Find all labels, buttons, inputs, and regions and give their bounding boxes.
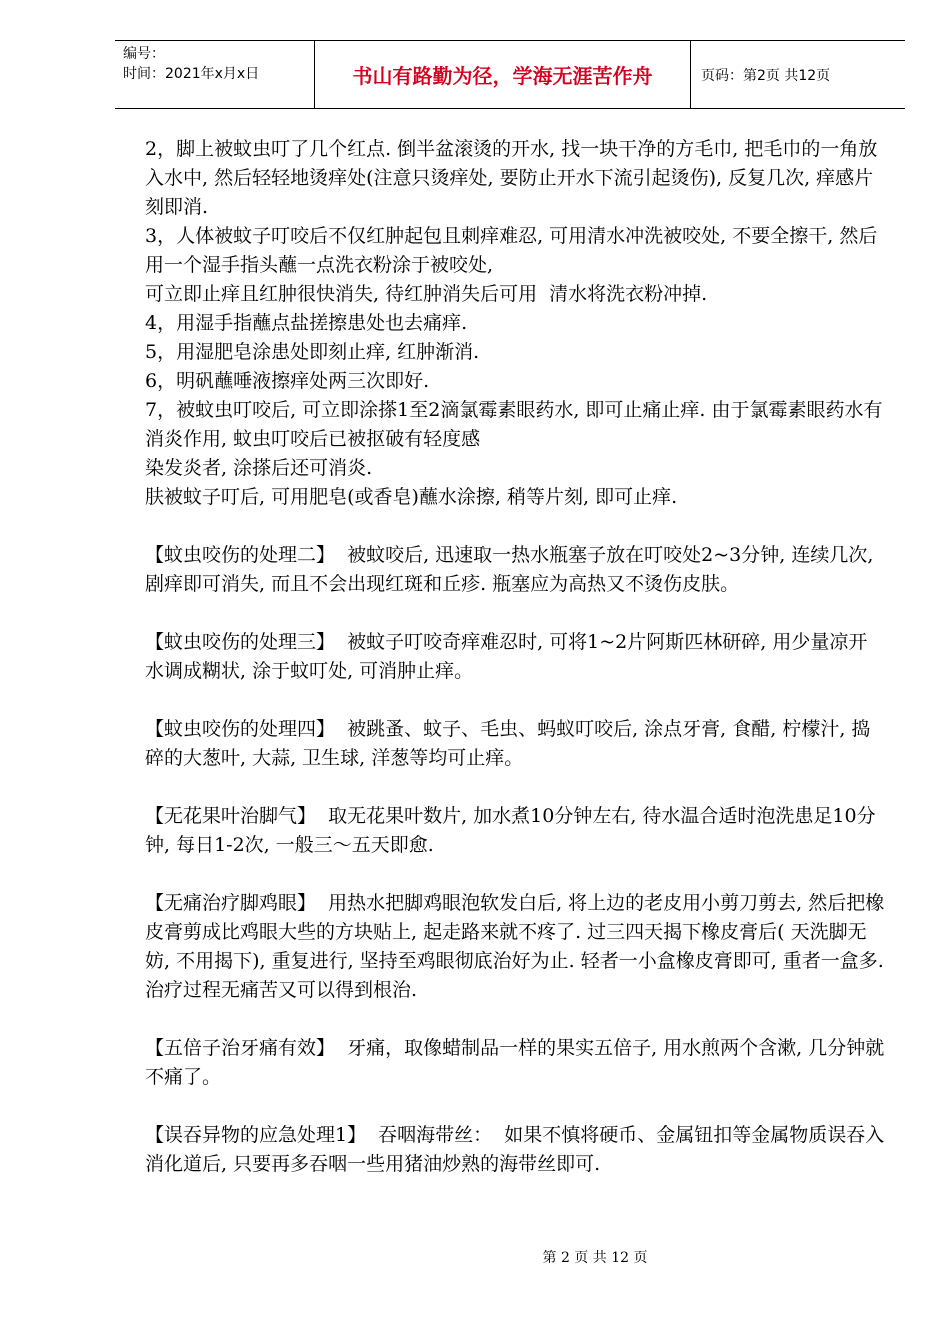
spacer (145, 686, 885, 715)
section-paragraph: 【蚊虫咬伤的处理三】 被蚊子叮咬奇痒难忍时, 可将1~2片阿斯匹林研碎, 用少量凉开水调成糊状, 涂于蚊叮处, 可消肿止痒。 (145, 631, 868, 682)
time-label: 时间：2021年x月x日 (123, 66, 260, 82)
number-label: 编号： (123, 46, 165, 62)
paragraph: 5，用湿肥皂涂患处即刻止痒, 红肿渐消. (145, 341, 480, 363)
spacer (145, 773, 885, 802)
header-motto: 书山有路勤为径，学海无涯苦作舟 (315, 41, 691, 108)
footer-page-number: 第 2 页 共 12 页 (542, 1250, 648, 1266)
header-meta (115, 41, 315, 108)
document-body (145, 135, 890, 1179)
paragraph: 2，脚上被蚊虫叮了几个红点. 倒半盆滚烫的开水, 找一块干净的方毛巾, 把毛巾的一角放入水中, 然后轻轻地烫痒处(注意只烫痒处, 要防止开水下流引起烫伤), 反复几次, 痒感片刻即消. (145, 138, 878, 218)
paragraph: 肤被蚊子叮后, 可用肥皂(或香皂)蘸水涂擦, 稍等片刻, 即可止痒. (145, 486, 678, 508)
section-paragraph: 【无痛治疗脚鸡眼】 用热水把脚鸡眼泡软发白后, 将上边的老皮用小剪刀剪去, 然后把橡皮膏剪成比鸡眼大些的方块贴上, 起走路来就不疼了. 过三四天揭下橡皮膏后( 天洗脚无妨, 不用揭下), 重复进行, 坚持至鸡眼彻底治好为止. 轻者一小盒橡皮膏即可, 重者一盒多. 治疗过程无痛苦又可以得到根治. (145, 892, 890, 1001)
section-paragraph: 【误吞异物的应急处理1】 吞咽海带丝： 如果不慎将硬币、金属钮扣等金属物质误吞入消化道后, 只要再多吞咽一些用猪油炒熟的海带丝即可. (145, 1124, 885, 1175)
header-page-label: 页码：第2页 共12页 (701, 67, 831, 84)
section-paragraph: 【蚊虫咬伤的处理四】 被跳蚤、蚊子、毛虫、蚂蚁叮咬后, 涂点牙膏, 食醋, 柠檬汁, 捣碎的大葱叶, 大蒜, 卫生球, 洋葱等均可止痒。 (145, 718, 871, 769)
section-paragraph: 【无花果叶治脚气】 取无花果叶数片, 加水煮10分钟左右, 待水温合适时泡洗患足10分钟, 每日1-2次, 一般三～五天即愈. (145, 805, 876, 856)
paragraph: 3，人体被蚊子叮咬后不仅红肿起包且刺痒难忍, 可用清水冲洗被咬处, 不要全擦干, 然后用一个湿手指头蘸一点洗衣粉涂于被咬处, (145, 225, 878, 276)
paragraph: 染发炎者, 涂搽后还可消炎. (145, 457, 373, 479)
spacer (145, 512, 885, 541)
spacer (145, 1005, 885, 1034)
paragraph: 4，用湿手指蘸点盐搓擦患处也去痛痒. (145, 312, 468, 334)
spacer (145, 860, 885, 889)
paragraph: 7，被蚊虫叮咬后, 可立即涂搽1至2滴氯霉素眼药水, 即可止痛止痒. 由于氯霉素眼药水有消炎作用, 蚊虫叮咬后已被抠破有轻度感 (145, 399, 883, 450)
spacer (145, 1092, 885, 1121)
spacer (145, 599, 885, 628)
page-footer (0, 1247, 950, 1267)
section-paragraph: 【五倍子治牙痛有效】 牙痛，取像蜡制品一样的果实五倍子, 用水煎两个含漱, 几分钟就不痛了。 (145, 1037, 885, 1088)
paragraph: 可立即止痒且红肿很快消失, 待红肿消失后可用 清水将洗衣粉冲掉. (145, 283, 708, 305)
paragraph: 6，明矾蘸唾液擦痒处两三次即好. (145, 370, 430, 392)
section-paragraph: 【蚊虫咬伤的处理二】 被蚊咬后, 迅速取一热水瓶塞子放在叮咬处2~3分钟, 连续几次, 剧痒即可消失, 而且不会出现红斑和丘疹. 瓶塞应为高热又不烫伤皮肤。 (145, 544, 880, 595)
page-header (115, 40, 905, 109)
